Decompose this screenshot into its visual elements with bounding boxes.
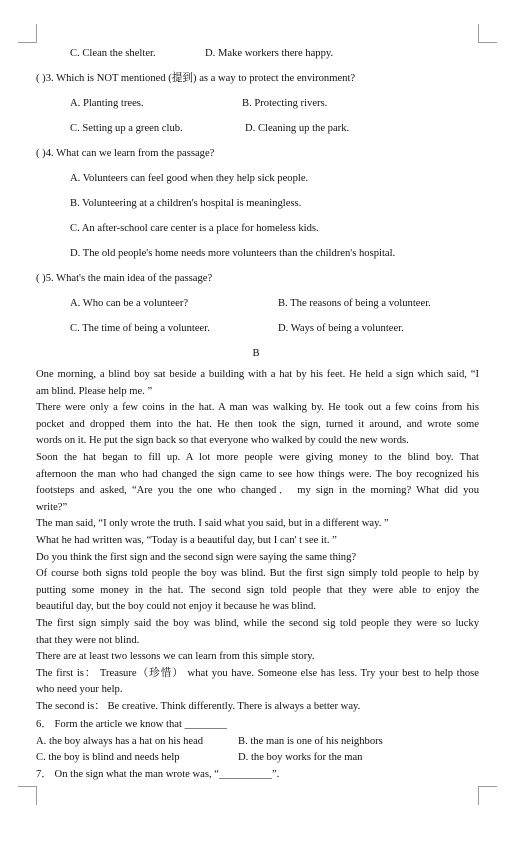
passage-line: The second is： Be creative. Think differently. There is always a better way. — [36, 700, 361, 712]
passage-line: Of course both signs told people the boy was blind. But the first sign simply told people to help by — [36, 568, 479, 580]
passage-line: Soon the hat began to fill up. A lot more people were giving money to the blind boy. That — [36, 451, 479, 463]
passage-line: What he had written was, “Today is a beautiful day, but I can' t see it. ” — [36, 534, 337, 546]
passage-line: One morning, a blind boy sat beside a building with a hat by his feet. He held a sign which said, “I — [36, 369, 479, 380]
passage-line: beautiful day, but the boy could not enjoy it because he was blind. — [36, 601, 316, 613]
passage-line: footsteps and asked, “Are you the one who changed． my sign in the morning? What did you — [36, 485, 479, 497]
passage-line: The man said, “I only wrote the truth. I said what you said, but in a different way. ” — [36, 518, 389, 530]
crop-mark-bottom-right — [478, 786, 497, 805]
question-5-option-c: C. The time of being a volunteer. — [70, 323, 210, 334]
question-4-option-b: B. Volunteering at a children's hospital is meaningless. — [70, 198, 302, 209]
question-4-option-c: C. An after-school care center is a place for homeless kids. — [70, 223, 319, 234]
question-5-option-a: A. Who can be a volunteer? — [70, 298, 189, 309]
question-6-option-a: A. the boy always has a hat on his head — [36, 736, 204, 747]
question-3-option-d: D. Cleaning up the park. — [245, 123, 350, 134]
question-5-stem: ( )5. What's the main idea of the passage? — [36, 273, 213, 284]
passage-line: am blind. Please help me. ” — [36, 385, 153, 397]
passage-line: words on it. He put the sign back so that everyone who walked by could the new words. — [36, 435, 409, 447]
passage-line: The first is： Treasure（珍惜） what you have. Someone else has less. Try your best to help those — [36, 667, 479, 679]
passage — [36, 370, 479, 718]
question-5-option-b: B. The reasons of being a volunteer. — [278, 298, 431, 309]
passage-line: There are at least two lessons we can learn from this simple story. — [36, 651, 315, 663]
question-6-stem: 6． Form the article we know that ________ — [36, 719, 227, 730]
question-3-option-c: C. Setting up a green club. — [70, 123, 183, 134]
crop-mark-top-right — [478, 24, 497, 43]
question-7-stem: 7． On the sign what the man wrote was, “__________”. — [36, 769, 280, 780]
passage-line: afternoon the man who had changed the sign came to see how things were. The boy recognized his — [36, 468, 479, 480]
question-3-stem: ( )3. Which is NOT mentioned (提到) as a way to protect the environment? — [36, 73, 356, 84]
crop-mark-top-left — [18, 24, 37, 43]
passage-line: who need your help. — [36, 684, 123, 696]
option-c: C. Clean the shelter. — [70, 48, 156, 59]
question-5-option-d: D. Ways of being a volunteer. — [278, 323, 404, 334]
passage-line: that they were not blind. — [36, 634, 140, 646]
passage-line: putting some money in the hat. The second sign told people that they were able to enjoy the — [36, 584, 479, 596]
option-d: D. Make workers there happy. — [205, 48, 334, 59]
question-3-option-b: B. Protecting rivers. — [242, 98, 328, 109]
question-6-option-c: C. the boy is blind and needs help — [36, 752, 180, 763]
question-4-option-d: D. The old people's home needs more volunteers than the children's hospital. — [70, 248, 396, 259]
passage-line: The first sign simply said the boy was blind, while the second sig told people they were so lucky — [36, 617, 479, 629]
question-6-option-d: D. the boy works for the man — [238, 752, 363, 763]
question-6-option-b: B. the man is one of his neighbors — [238, 736, 383, 747]
question-3-option-a: A. Planting trees. — [70, 98, 144, 109]
crop-mark-bottom-left — [18, 786, 37, 805]
section-heading: B — [252, 348, 260, 359]
passage-line: write?” — [36, 501, 68, 513]
passage-line: pocket and dropped them into the hat. He then took the sign, turned it around, and wrote some — [36, 418, 479, 430]
passage-line: There were only a few coins in the hat. A man was walking by. He took out a few coins from his — [36, 402, 479, 414]
question-4-option-a: A. Volunteers can feel good when they help sick people. — [70, 173, 309, 184]
passage-line: Do you think the first sign and the second sign were saying the same thing? — [36, 551, 357, 563]
question-4-stem: ( )4. What can we learn from the passage? — [36, 148, 215, 159]
